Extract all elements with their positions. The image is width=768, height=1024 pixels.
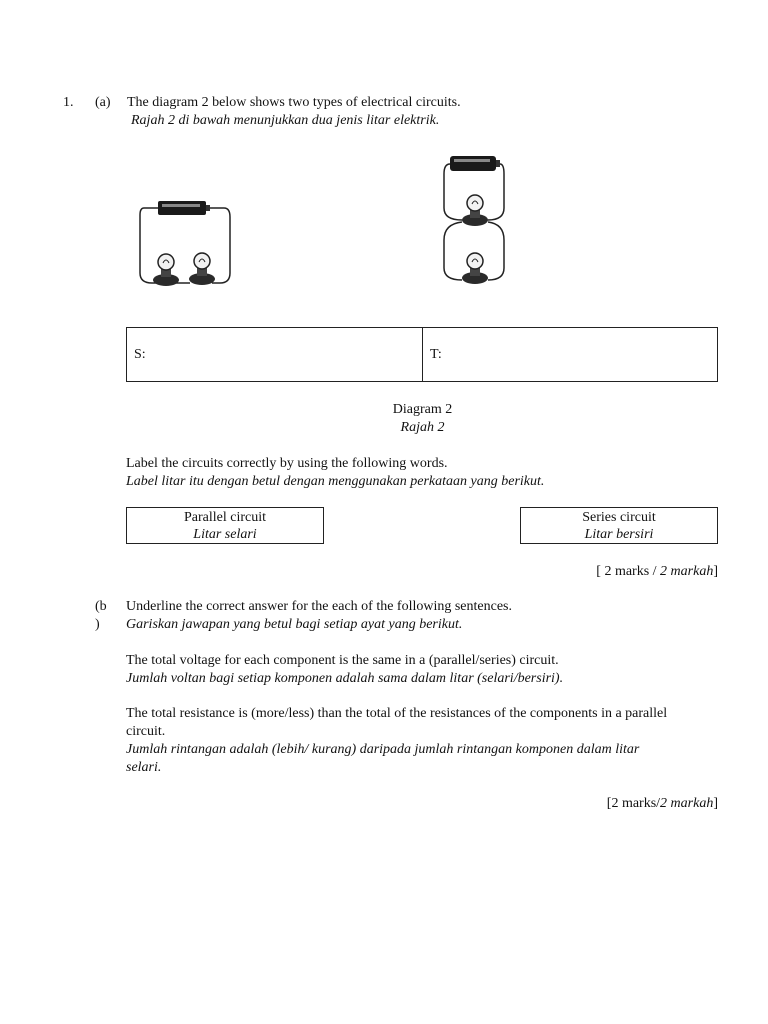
battery-icon <box>450 156 500 171</box>
sentence-2-en-line1: The total resistance is (more/less) than the total of the resistances of the components in a parallel <box>126 706 668 721</box>
instruction-ms: Label litar itu dengan betul dengan menggunakan perkataan yang berikut. <box>126 474 545 489</box>
part-b-intro-en: Underline the correct answer for the each of the following sentences. <box>126 599 513 614</box>
bulb-icon <box>189 253 215 285</box>
part-a-intro-en: The diagram 2 below shows two types of electrical circuits. <box>127 95 461 110</box>
bulb-icon <box>462 195 488 226</box>
sentence-1-en: The total voltage for each component is the same in a (parallel/series) circuit. <box>126 653 559 668</box>
diagram-caption-en: Diagram 2 <box>392 402 453 417</box>
part-a-intro-ms: Rajah 2 di bawah menunjukkan dua jenis litar elektrik. <box>131 113 440 128</box>
option-series-ms: Litar bersiri <box>584 527 654 542</box>
answer-box-t[interactable] <box>422 327 718 382</box>
sentence-2-en-line2: circuit. <box>126 724 166 739</box>
marks-a-italic: 2 markah <box>660 564 714 579</box>
marks-part-a <box>596 563 718 581</box>
battery-icon <box>158 201 210 215</box>
sentence-1-ms: Jumlah voltan bagi setiap komponen adalah sama dalam litar (selari/bersiri). <box>126 671 564 686</box>
option-series-en: Series circuit <box>582 510 656 525</box>
circuit-s-diagram <box>130 195 240 295</box>
option-parallel-en: Parallel circuit <box>183 510 267 525</box>
question-number: 1. <box>63 95 74 110</box>
answer-box-s[interactable] <box>126 327 423 382</box>
option-series-circuit <box>520 507 718 544</box>
marks-b-open: [2 marks/ <box>606 796 661 811</box>
part-b-intro-ms: Gariskan jawapan yang betul bagi setiap ayat yang berikut. <box>126 617 463 632</box>
sentence-2-ms-line1: Jumlah rintangan adalah (lebih/ kurang) daripada jumlah rintangan komponen dalam litar <box>126 742 640 757</box>
sentence-2-ms-line2: selari. <box>126 760 162 775</box>
marks-part-b <box>607 795 718 813</box>
option-parallel-ms: Litar selari <box>193 527 257 542</box>
answer-label-t: T: <box>430 347 442 362</box>
diagram-caption-ms: Rajah 2 <box>400 420 445 435</box>
bulb-icon <box>462 253 488 284</box>
part-b-label-line1: (b <box>95 599 107 614</box>
instruction-en: Label the circuits correctly by using the following words. <box>126 456 448 471</box>
part-b-label-line2: ) <box>95 617 100 632</box>
marks-b-italic: 2 markah <box>660 796 714 811</box>
option-parallel-circuit <box>126 507 324 544</box>
marks-b-close: ] <box>713 796 718 811</box>
marks-a-open: [ 2 marks / <box>596 564 661 579</box>
answer-label-s: S: <box>134 347 146 362</box>
bulb-icon <box>153 254 179 286</box>
part-a-label: (a) <box>95 95 111 110</box>
circuit-t-diagram <box>440 150 515 290</box>
marks-a-close: ] <box>713 564 718 579</box>
